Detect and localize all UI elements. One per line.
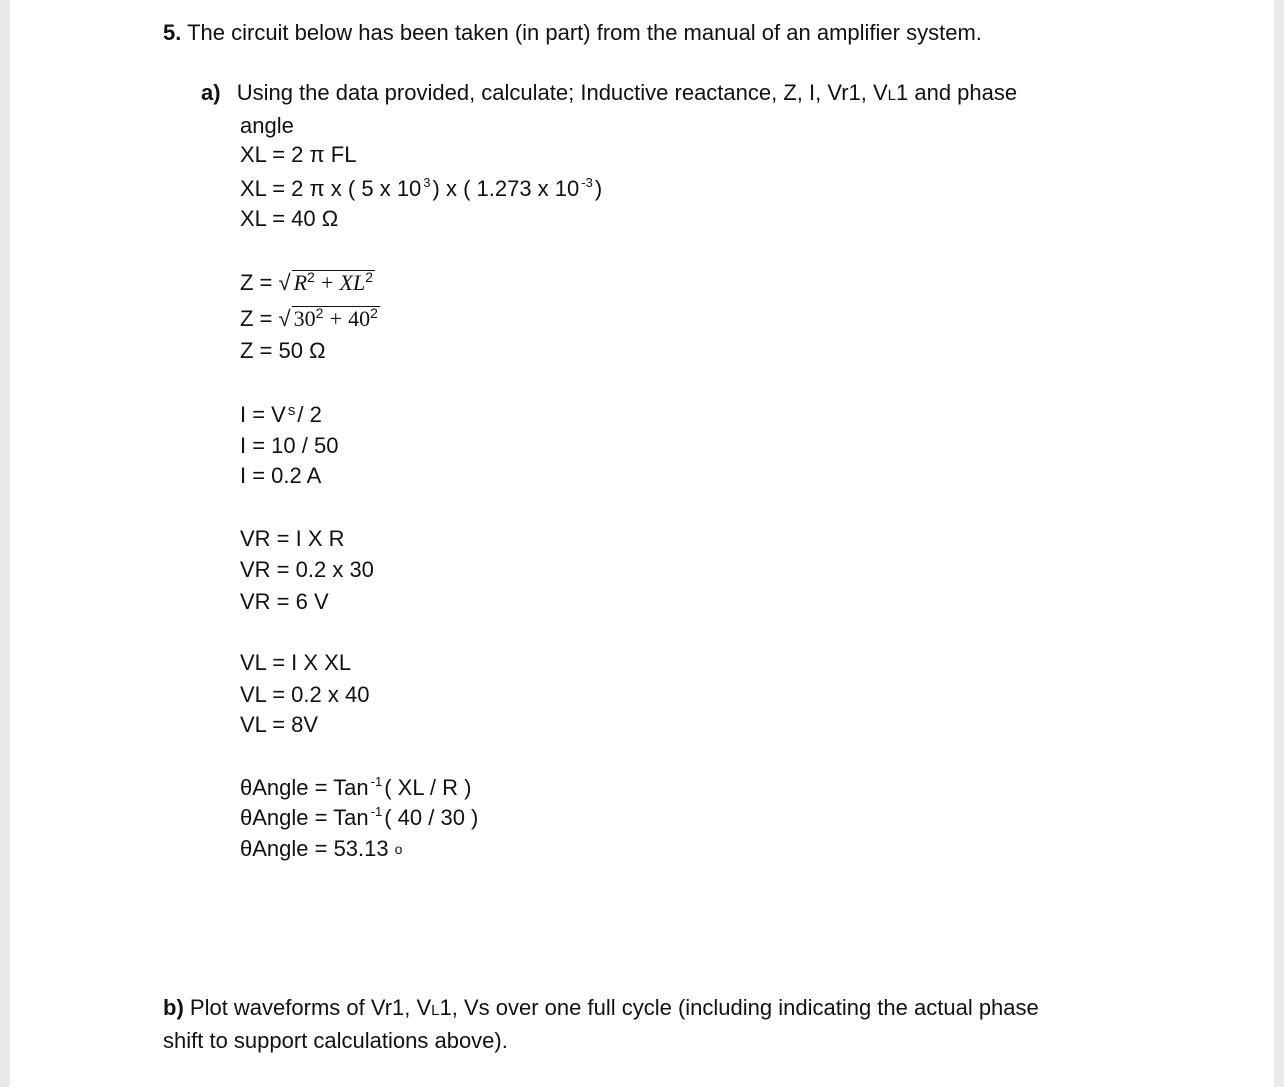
angle-result: θAngle = 53.13 o [240, 836, 403, 861]
part-b-line1: b) Plot waveforms of Vr1, VL1, Vs over one full cycle (including indicating the actual phase [163, 995, 1039, 1020]
xl-result: XL = 40 Ω [240, 206, 339, 231]
vl-result: VL = 8V [240, 712, 319, 737]
z-result: Z = 50 Ω [240, 338, 326, 363]
z-formula: Z = √ $R^2 + XL^2$ [240, 269, 373, 295]
part-a-line1: a) Using the data provided, calculate; Inductive reactance, Z, I, Vr1, VL1 and phase [201, 80, 1018, 105]
i-result: I = 0.2 A [240, 463, 322, 488]
question-number: 5. [163, 20, 182, 45]
part-a-label: a) [201, 80, 221, 105]
xl-substitution: XL = 2 π x ( 5 x 10 $^3$) x ( 1.273 x 10 $^{-3}$) [240, 175, 603, 201]
xl-formula: XL = 2 π FL [240, 142, 357, 167]
question-5 [163, 16, 982, 49]
vr-substitution: VR = 0.2 x 30 [240, 557, 374, 582]
part-b-label: b) [163, 995, 184, 1020]
vr-formula: VR = I X R [240, 526, 345, 551]
part-b-line2: shift to support calculations above). [163, 1028, 508, 1053]
vl-substitution: VL = 0.2 x 40 [240, 682, 370, 707]
vr-result: VR = 6 V [240, 589, 329, 614]
i-formula: I = V $^s$/ 2 [240, 402, 322, 427]
z-substitution: Z = √ $30^2 + 40^2$ [240, 305, 378, 331]
part-a-line2: angle [240, 113, 294, 138]
question-text: The circuit below has been taken (in part) from the manual of an amplifier system. [187, 20, 982, 45]
angle-substitution: θAngle = Tan $^{-1}$( 40 / 30 ) [240, 804, 479, 830]
document-page [10, 0, 1274, 1087]
vl-formula: VL = I X XL [240, 650, 352, 675]
angle-formula: θAngle = Tan $^{-1}$( XL / R ) [240, 774, 472, 800]
i-substitution: I = 10 / 50 [240, 433, 339, 458]
